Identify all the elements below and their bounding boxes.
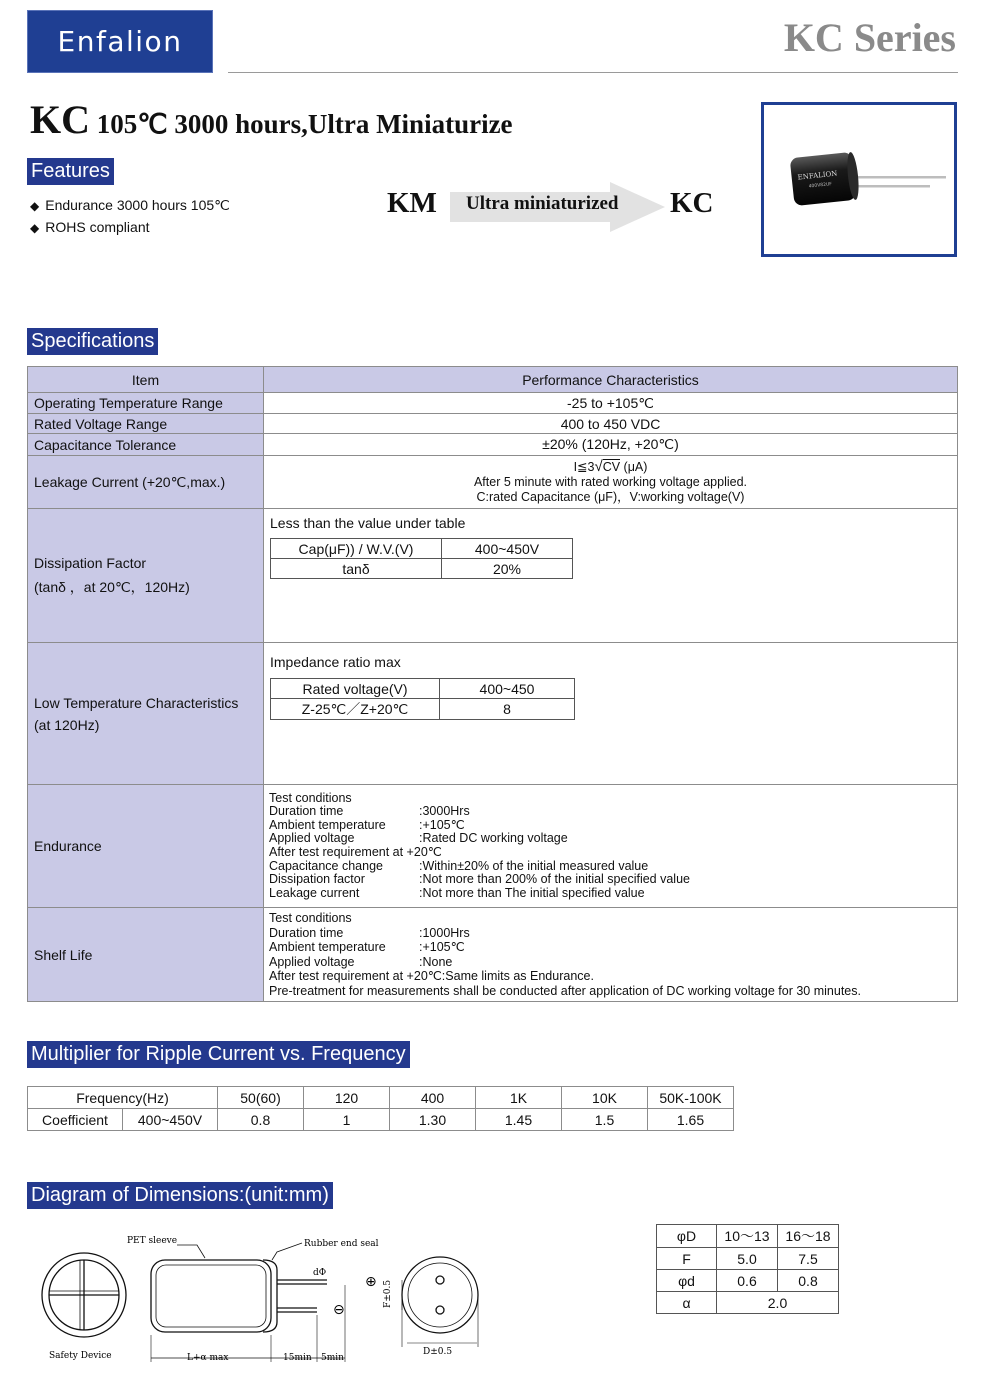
feature-item: ◆ Endurance 3000 hours 105℃: [30, 197, 230, 213]
leakage-definition: C:rated Capacitance (μF)，V:working voltage(V): [476, 490, 745, 504]
dimension-table: [656, 1224, 839, 1314]
coef-cell: 0.8: [218, 1109, 304, 1131]
from-series-label: KM: [387, 187, 437, 219]
product-code: KC: [30, 97, 90, 142]
freq-cell: 120: [304, 1087, 390, 1109]
pitch-label: F±0.5: [383, 1279, 393, 1308]
lead-offset-label: 5min: [321, 1353, 344, 1363]
lead-diameter-label: dΦ: [313, 1268, 327, 1278]
table-row: [28, 414, 958, 434]
specifications-heading: Specifications: [27, 328, 158, 355]
table-row: [28, 509, 958, 643]
freq-cell: 10K: [562, 1087, 648, 1109]
coef-cell: 1.45: [476, 1109, 562, 1131]
ripple-heading: Multiplier for Ripple Current vs. Frequency: [27, 1041, 410, 1068]
series-title: KC Series: [783, 15, 956, 60]
row-label: Rated Voltage Range: [28, 414, 264, 434]
dissipation-subtable: Cap(μF)) / W.V.(V) 400~450V tanδ 20%: [270, 538, 573, 579]
plus-terminal-icon: ⊕: [365, 1274, 377, 1290]
features-heading: Features: [27, 158, 114, 185]
freq-cell: 400: [390, 1087, 476, 1109]
ripple-table: [27, 1086, 734, 1131]
diamond-bullet-icon: ◆: [30, 221, 40, 235]
coef-cell: 1.65: [648, 1109, 734, 1131]
length-label: L+α max: [187, 1353, 229, 1363]
table-row: [28, 908, 958, 1002]
row-label: Leakage Current (+20℃,max.): [28, 456, 264, 509]
table-row: F 5.0 7.5: [657, 1248, 839, 1270]
table-row: φD 10〜13 16〜18: [657, 1225, 839, 1248]
feature-item: ◆ ROHS compliant: [30, 219, 150, 235]
table-row: [28, 1087, 734, 1109]
dimensions-heading: Diagram of Dimensions:(unit:mm): [27, 1182, 333, 1209]
row-value: 400 to 450 VDC: [264, 414, 958, 434]
header-divider: [228, 72, 958, 73]
impedance-subtable: Rated voltage(V) 400~450 Z-25℃／Z+20℃ 8: [270, 678, 575, 720]
row-label: Dissipation Factor (tanδ ，at 20℃，120Hz): [28, 509, 264, 643]
row-value: -25 to +105℃: [264, 393, 958, 414]
row-label: Endurance: [28, 785, 264, 908]
row-label: Operating Temperature Range: [28, 393, 264, 414]
capacitor-photo: [764, 105, 954, 254]
coef-cell: 1.30: [390, 1109, 476, 1131]
table-row: [28, 434, 958, 456]
row-label: Low Temperature Characteristics (at 120Hz): [28, 643, 264, 785]
table-header-row: [28, 367, 958, 393]
freq-cell: 50(60): [218, 1087, 304, 1109]
seal-label: Rubber end seal: [304, 1239, 379, 1249]
lead-length-label: 15min: [283, 1353, 312, 1363]
leakage-formula: I≦3√CV (μA): [573, 458, 648, 475]
table-row: [28, 785, 958, 908]
leakage-value: [264, 456, 958, 509]
to-series-label: KC: [670, 187, 714, 219]
table-row: [28, 643, 958, 785]
specifications-table: [27, 366, 958, 1002]
dissipation-intro: Less than the value under table: [270, 515, 466, 531]
safety-device-label: Safety Device: [49, 1351, 112, 1361]
diameter-label: D±0.5: [423, 1347, 453, 1357]
voltage-cell: 400~450V: [123, 1109, 218, 1131]
photo-brand-print: ENFALION: [797, 169, 838, 182]
low-temp-value: [264, 643, 958, 785]
col-item-header: Item: [28, 367, 264, 393]
coef-cell: 1.5: [562, 1109, 648, 1131]
endurance-conditions: Test conditions Duration time :3000Hrs Ambient temperature :+105℃ Applied voltage :Rated DC working voltage After test requirement at +20℃ Capacitance change :Within±20% of the initial measured value Dissipation factor :Not more than 200% of the initial specified value Leakage current :Not more than The initial specified value: [264, 785, 958, 908]
shelf-life-conditions: Test conditions Duration time :1000Hrs Ambient temperature :+105℃ Applied voltage :None After test requirement at +20℃:Same limits as Endurance. Pre-treatment for measurements shall be conducted after application of DC working voltage for 30 minutes.: [264, 908, 958, 1002]
product-title: [30, 96, 513, 143]
freq-cell: 1K: [476, 1087, 562, 1109]
table-row: [28, 1109, 734, 1131]
table-row: α 2.0: [657, 1292, 839, 1314]
coef-label: Coefficient: [28, 1109, 123, 1131]
dimension-diagram: [27, 1230, 497, 1370]
leakage-note: After 5 minute with rated working voltage applied.: [473, 475, 748, 489]
product-subtitle: 105℃ 3000 hours,Ultra Miniaturize: [96, 109, 513, 139]
col-perf-header: Performance Characteristics: [264, 367, 958, 393]
diamond-bullet-icon: ◆: [30, 199, 40, 213]
freq-cell: 50K-100K: [648, 1087, 734, 1109]
brand-logo: Enfalion: [27, 10, 213, 73]
product-photo-frame: [761, 102, 957, 257]
table-row: [28, 393, 958, 414]
row-value: ±20% (120Hz, +20℃): [264, 434, 958, 456]
freq-header: Frequency(Hz): [28, 1087, 218, 1109]
arrow-label: Ultra miniaturized: [466, 193, 619, 214]
table-row: φd 0.6 0.8: [657, 1270, 839, 1292]
table-row: [28, 456, 958, 509]
low-temp-intro: Impedance ratio max: [270, 654, 401, 670]
photo-value-print: 400V82UF: [808, 182, 833, 190]
capacitor-body-outline: [151, 1260, 271, 1332]
minus-terminal-icon: ⊖: [333, 1302, 345, 1318]
sleeve-label: PET sleeve: [127, 1236, 178, 1246]
dissipation-value: [264, 509, 958, 643]
row-label: Capacitance Tolerance: [28, 434, 264, 456]
coef-cell: 1: [304, 1109, 390, 1131]
row-label: Shelf Life: [28, 908, 264, 1002]
